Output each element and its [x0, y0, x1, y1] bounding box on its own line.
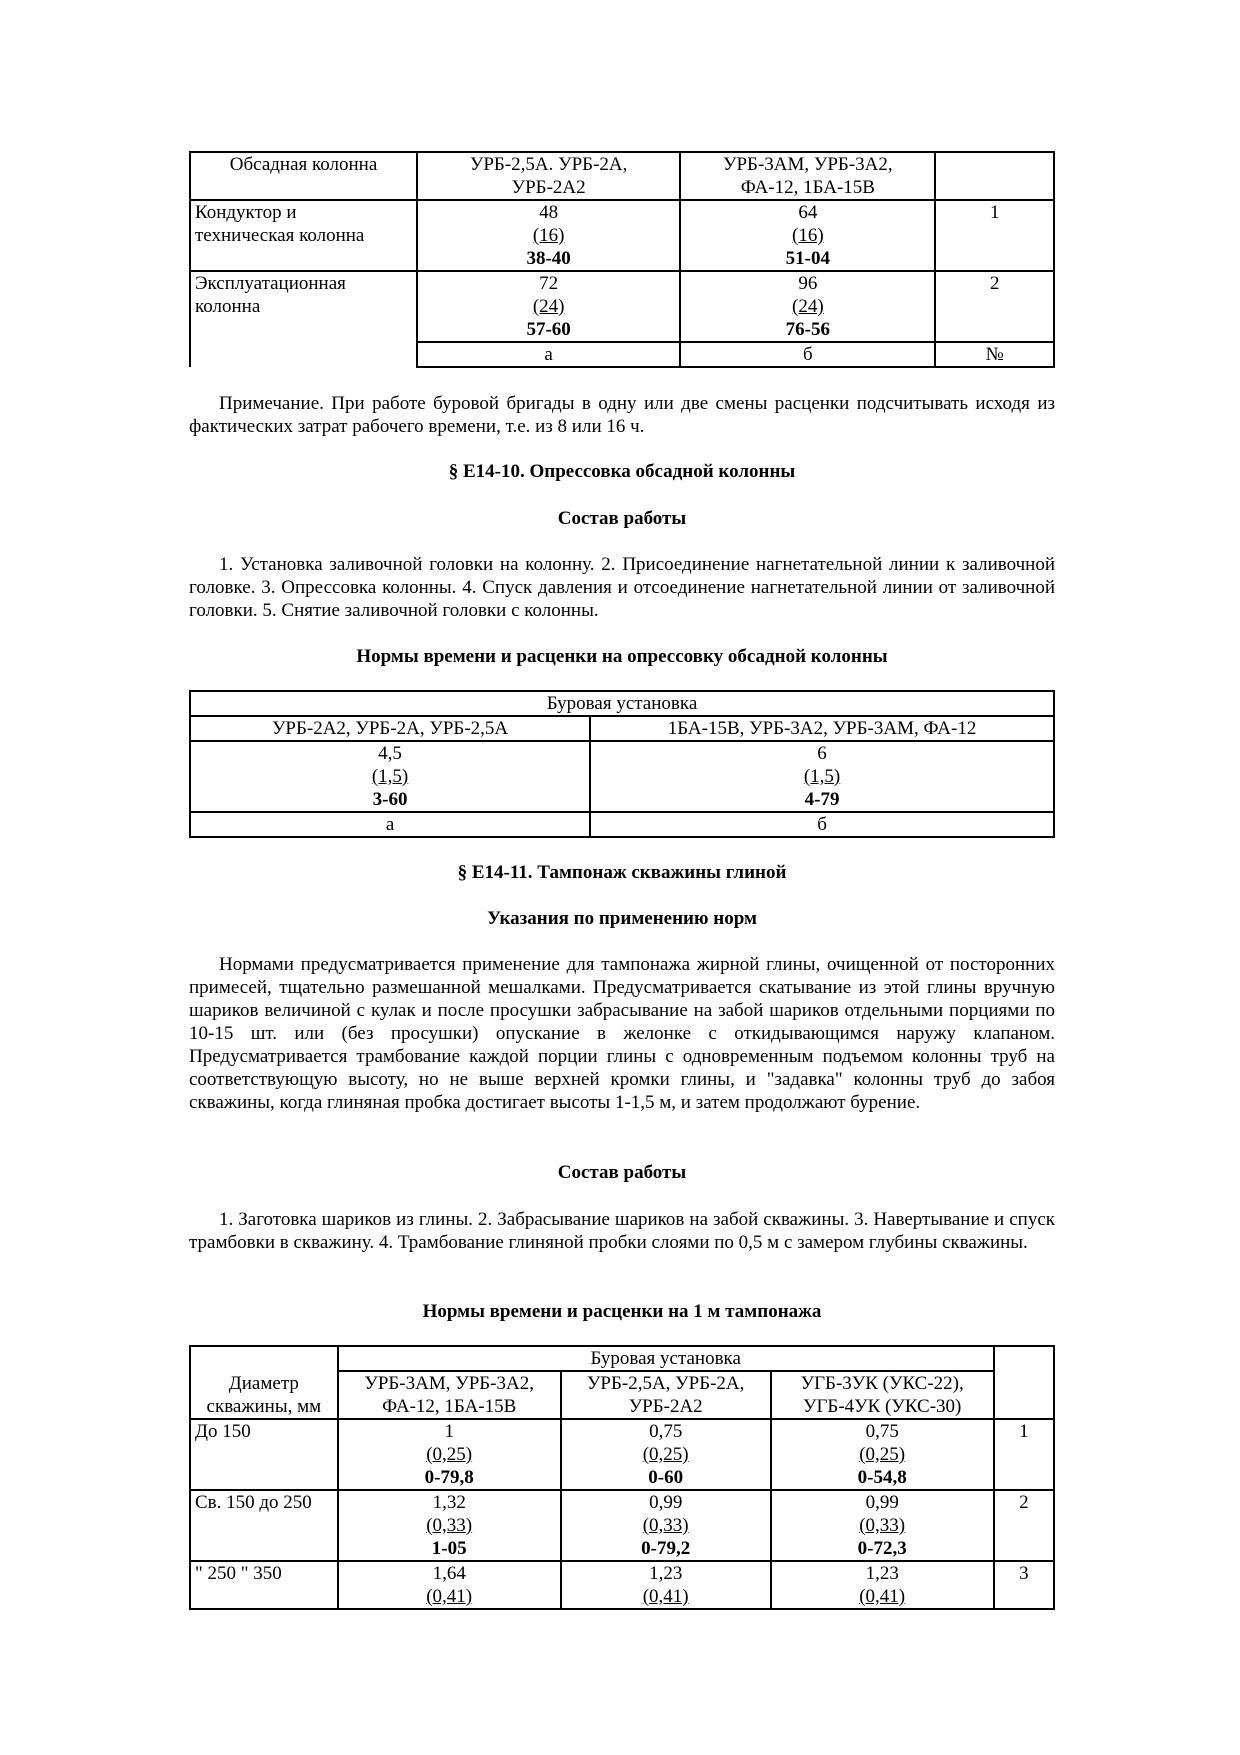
row-number: 2 — [994, 1490, 1054, 1561]
table-header-row — [190, 152, 1054, 200]
table-row — [190, 1419, 1054, 1490]
number-header — [994, 1346, 1054, 1419]
value-cell: 4,5 (1,5) 3-60 — [190, 741, 590, 812]
value-cell: 0,99 (0,33) 0-72,3 — [771, 1490, 994, 1561]
value-cell: 1 (0,25) 0-79,8 — [338, 1419, 561, 1490]
composition-paragraph: 1. Установка заливочной головки на колонну. 2. Присоединение нагнетательной линии к заливочной головке. 3. Опрессовка колонны. 4. Спуск давления и отсоединение нагнетательной линии от заливочной головки. 5. Снятие заливочной головки с колонны. — [189, 554, 1055, 621]
norms-heading: Нормы времени и расценки на опрессовку обсадной колонны — [356, 646, 888, 667]
pressure-test-table — [189, 690, 1055, 838]
table-header-cell: УРБ-2А2, УРБ-2А, УРБ-2,5А — [190, 716, 590, 741]
value-cell: 0,75 (0,25) 0-54,8 — [771, 1419, 994, 1490]
composition-heading: Состав работы — [557, 1162, 687, 1183]
row-number: 1 — [994, 1419, 1054, 1490]
instructions-heading: Указания по применению норм — [487, 908, 757, 929]
table-header-cell: УРБ-3АМ, УРБ-3А2, ФА-12, 1БА-15В — [680, 152, 935, 200]
column-letter: а — [417, 342, 680, 367]
section-e14-11-title: § Е14-11. Тампонаж скважины глиной — [457, 862, 787, 883]
casing-norms-table — [189, 151, 1055, 368]
row-label: " 250 " 350 — [190, 1561, 338, 1609]
value-cell: 1,32 (0,33) 1-05 — [338, 1490, 561, 1561]
row-label: Кондуктор и техническая колонна — [190, 200, 417, 271]
table-header-cell: УРБ-3АМ, УРБ-3А2, ФА-12, 1БА-15В — [338, 1371, 561, 1419]
table-footer-row — [190, 812, 1054, 837]
table-row — [190, 741, 1054, 812]
table-row — [190, 1490, 1054, 1561]
value-cell: 64 (16) 51-04 — [680, 200, 935, 271]
row-number: 1 — [935, 200, 1054, 271]
composition-heading: Состав работы — [557, 508, 687, 529]
table-header-cell: 1БА-15В, УРБ-3А2, УРБ-3АМ, ФА-12 — [590, 716, 1054, 741]
table-header-cell — [935, 152, 1054, 200]
table-header-cell: Обсадная колонна — [190, 152, 417, 200]
value-cell: 6 (1,5) 4-79 — [590, 741, 1054, 812]
column-letter: а — [190, 812, 590, 837]
value-cell: 96 (24) 76-56 — [680, 271, 935, 342]
value-cell: 48 (16) 38-40 — [417, 200, 680, 271]
row-label: До 150 — [190, 1419, 338, 1490]
table-header-row — [190, 716, 1054, 741]
table-header-row — [190, 691, 1054, 716]
group-header: Буровая установка — [190, 691, 1054, 716]
norms-heading: Нормы времени и расценки на 1 м тампонажа — [422, 1301, 822, 1322]
composition-paragraph: 1. Заготовка шариков из глины. 2. Забрасывание шариков на забой скважины. 3. Навертывание и спуск трамбовки в скважину. 4. Трамбование глиняной пробки слоями по 0,5 м с замером глубины скважины. — [189, 1209, 1055, 1253]
row-number: 2 — [935, 271, 1054, 342]
section-e14-10-title: § Е14-10. Опрессовка обсадной колонны — [448, 461, 796, 482]
column-letter: б — [590, 812, 1054, 837]
row-number: 3 — [994, 1561, 1054, 1609]
instructions-paragraph: Нормами предусматривается применение для тампонажа жирной глины, очищенной от посторонних примесей, тщательно размешанной мешалками. Предусматривается скатывание из этой глины вручную шариков величиной с кулак и после просушки забрасывание на забой шариков отдельными порциями по 10-15 шт. или (без просушки) опускание в желонке с откидывающимся наружу клапаном. Предусматривается трамбование каждой порции глины с одновременным подъемом колонны труб на соответствующую высоту, но не выше верхней кромки глины, и "задавка" колонны труб до забоя скважины, когда глиняная пробка достигает высоты 1-1,5 м, и затем продолжают бурение. — [189, 954, 1055, 1113]
diameter-header: Диаметр скважины, мм — [190, 1346, 338, 1419]
value-cell: 0,99 (0,33) 0-79,2 — [561, 1490, 771, 1561]
row-label: Св. 150 до 250 — [190, 1490, 338, 1561]
table-header-cell: УРБ-2,5А, УРБ-2А, УРБ-2А2 — [561, 1371, 771, 1419]
value-cell: 1,23 (0,41) — [561, 1561, 771, 1609]
group-header: Буровая установка — [338, 1346, 994, 1371]
value-cell: 1,23 (0,41) — [771, 1561, 994, 1609]
table-header-row — [190, 1346, 1054, 1371]
table-row — [190, 271, 1054, 342]
value-cell: 1,64 (0,41) — [338, 1561, 561, 1609]
value-cell: 0,75 (0,25) 0-60 — [561, 1419, 771, 1490]
table-row — [190, 1561, 1054, 1609]
table-row — [190, 200, 1054, 271]
row-label: Эксплуатационная колонна — [190, 271, 417, 367]
plugging-norms-table — [189, 1345, 1055, 1610]
note-paragraph: Примечание. При работе буровой бригады в одну или две смены расценки подсчитывать исходя из фактических затрат рабочего времени, т.е. из 8 или 16 ч. — [189, 393, 1055, 437]
column-number-sign: № — [935, 342, 1054, 367]
column-letter: б — [680, 342, 935, 367]
value-cell: 72 (24) 57-60 — [417, 271, 680, 342]
table-header-cell: УГБ-3УК (УКС-22), УГБ-4УК (УКС-30) — [771, 1371, 994, 1419]
table-header-cell: УРБ-2,5А. УРБ-2А, УРБ-2А2 — [417, 152, 680, 200]
